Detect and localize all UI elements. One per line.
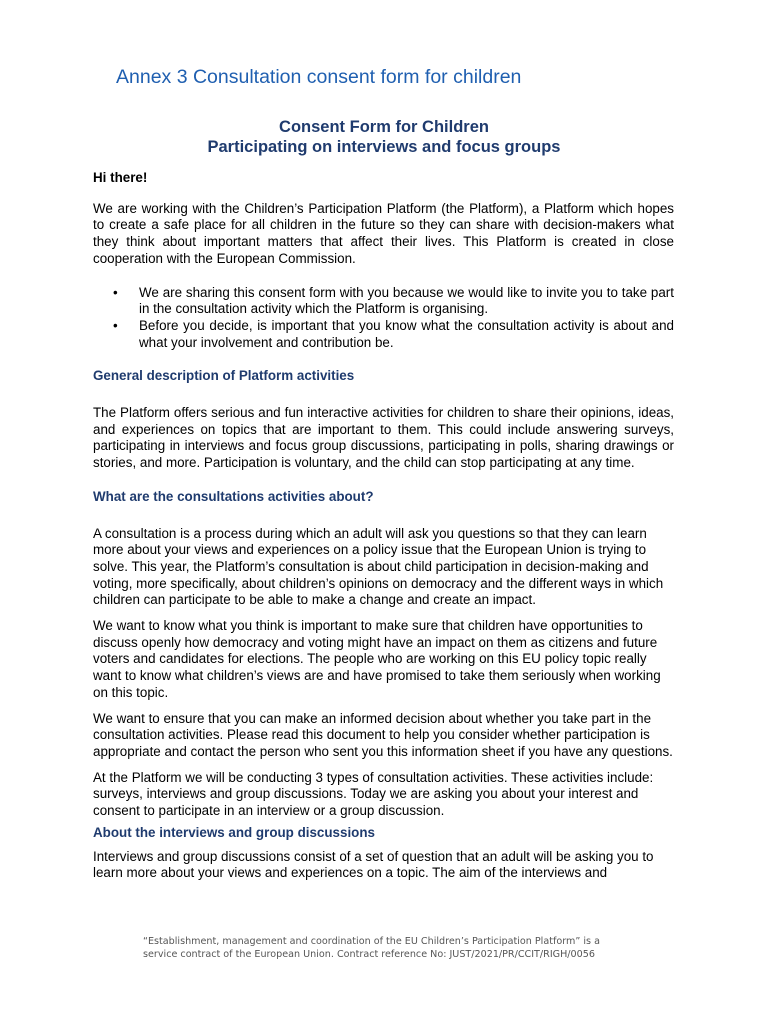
- section-heading-consultations: What are the consultations activities about?: [93, 488, 374, 504]
- section-general-body: The Platform offers serious and fun interactive activities for children to share their opinions, ideas, and experiences on topics that are important to them. This could include answering surveys, participating in interviews and focus group discussions, participating in polls, sharing drawings or stories, and more. Participation is voluntary, and the child can stop participating at any time.: [93, 405, 674, 471]
- annex-title: Annex 3 Consultation consent form for children: [116, 66, 522, 88]
- section-heading-general: General description of Platform activities: [93, 368, 355, 384]
- bullet-list: [93, 285, 674, 352]
- section-heading-interviews: About the interviews and group discussions: [93, 824, 375, 840]
- form-title-line-2: Participating on interviews and focus groups: [207, 138, 561, 156]
- bullet-icon: •: [113, 317, 118, 333]
- bullet-icon: •: [113, 284, 118, 300]
- footer-line-1: “Establishment, management and coordination of the EU Children’s Participation Platform” is a: [143, 936, 600, 947]
- intro-paragraph: We are working with the Children’s Participation Platform (the Platform), a Platform which hopes to create a safe place for all children in the future so they can share with decision-makers what they think about important matters that affect their lives. This Platform is created in close cooperation with the European Commission.: [93, 200, 674, 266]
- consultation-paragraph: At the Platform we will be conducting 3 types of consultation activities. These activities include: surveys, interviews and group discussions. Today we are asking you about your interest and consent to participate in an interview or a group discussion.: [93, 769, 654, 819]
- footer-line-2: service contract of the European Union. Contract reference No: JUST/2021/PR/CCIT/RIGH/0056: [143, 949, 595, 960]
- consultation-paragraph: We want to ensure that you can make an informed decision about whether you take part in the consultation activities. Please read this document to help you consider whether participation is appropriate and contact the person who sent you this information sheet if you have any questions.: [93, 710, 673, 759]
- footer-note: [143, 935, 600, 961]
- bullet-item: [93, 285, 674, 318]
- form-title-line-1: Consent Form for Children: [279, 118, 489, 136]
- form-title: [0, 117, 768, 157]
- interviews-paragraph: Interviews and group discussions consist of a set of question that an adult will be asking you to learn more about your views and experiences on a topic. The aim of the interviews and: [93, 848, 654, 881]
- bullet-text: Before you decide, is important that you know what the consultation activity is about and what your involvement and contribution be.: [139, 317, 674, 350]
- consultation-paragraph: We want to know what you think is important to make sure that children have opportunities to discuss openly how democracy and voting might have an impact on them as citizens and future voters and candidates for elections. The people who are working on this EU policy topic really want to know what children’s views are and have promised to take them seriously when working on this topic.: [93, 618, 661, 700]
- document-body: [93, 170, 674, 882]
- consultation-paragraph: A consultation is a process during which an adult will ask you questions so that they can learn more about your views and experiences on a policy issue that the European Union is trying to solve. This year, the Platform’s consultation is about child participation in decision-making and voting, more specifically, about children’s opinions on democracy and the different ways in which children can participate to be able to make a change and create an impact.: [93, 525, 664, 608]
- bullet-text: We are sharing this consent form with you because we would like to invite you to take part in the consultation activity which the Platform is organising.: [139, 284, 674, 317]
- bullet-item: [93, 318, 674, 351]
- greeting: Hi there!: [93, 170, 148, 185]
